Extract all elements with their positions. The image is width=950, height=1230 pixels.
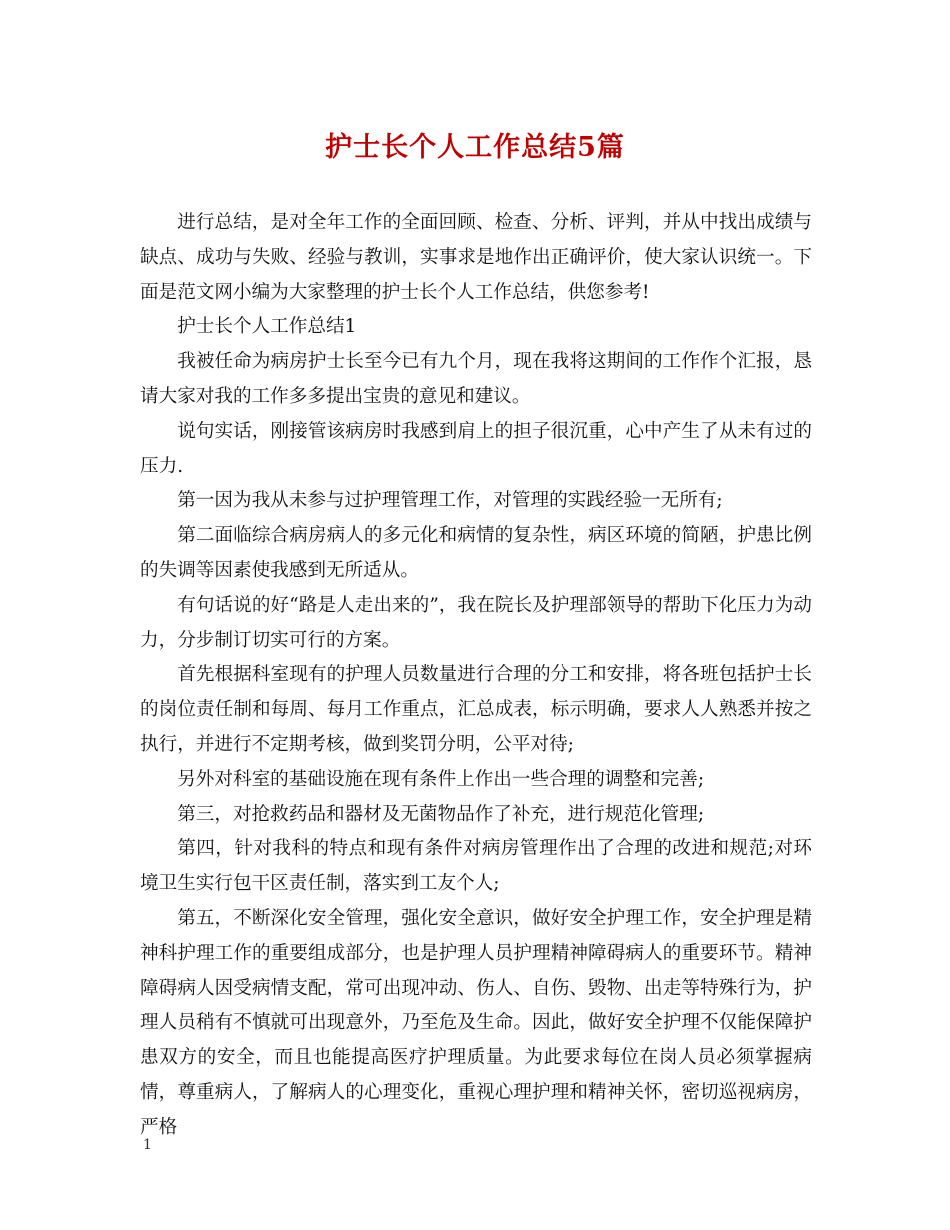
page-title: 护士长个人工作总结5篇 bbox=[325, 132, 625, 163]
paragraph: 第二面临综合病房病人的多元化和病情的复杂性，病区环境的简陋，护患比例的失调等因素使我感到无所适从。 bbox=[140, 525, 812, 581]
paragraph: 第五，不断深化安全管理，强化安全意识，做好安全护理工作，安全护理是精神科护理工作的重要组成部分，也是护理人员护理精神障碍病人的重要环节。精神障碍病人因受病情支配，常可出现冲动、伤人、自伤、毁物、出走等特殊行为，护理人员稍有不慎就可出现意外，乃至危及生命。因此，做好安全护理不仅能保障护患双方的安全，而且也能提高医疗护理质量。为此要求每位在岗人员必须掌握病情，尊重病人，了解病人的心理变化，重视心理护理和精神关怀，密切巡视病房，严格 bbox=[140, 907, 812, 1138]
paragraph: 第三，对抢救药品和器材及无菌物品作了补充，进行规范化管理; bbox=[177, 803, 705, 825]
paragraph: 说句实话，刚接管该病房时我感到肩上的担子很沉重，心中产生了从未有过的压力. bbox=[140, 420, 812, 477]
paragraph: 进行总结，是对全年工作的全面回顾、检查、分析、评判，并从中找出成绩与缺点、成功与失败、经验与教训，实事求是地作出正确评价，使大家认识统一。下面是范文网小编为大家整理的护士长个人工作总结，供您参考! bbox=[140, 212, 812, 303]
paragraph: 第一因为我从未参与过护理管理工作，对管理的实践经验一无所有; bbox=[177, 490, 723, 512]
paragraph: 首先根据科室现有的护理人员数量进行合理的分工和安排，将各班包括护士长的岗位责任制和每周、每月工作重点，汇总成表，标示明确，要求人人熟悉并按之执行，并进行不定期考核，做到奖罚分明，公平对待; bbox=[140, 664, 812, 755]
paragraph: 我被任命为病房护士长至今已有九个月，现在我将这期间的工作作个汇报，恳请大家对我的工作多多提出宝贵的意见和建议。 bbox=[140, 351, 812, 407]
page-number: 1 bbox=[143, 1137, 152, 1153]
paragraph: 第四，针对我科的特点和现有条件对病房管理作出了合理的改进和规范;对环境卫生实行包干区责任制，落实到工友个人; bbox=[140, 838, 812, 895]
paragraph: 有句话说的好“路是人走出来的”，我在院长及护理部领导的帮助下化压力为动力，分步制订切实可行的方案。 bbox=[140, 594, 812, 651]
section-heading: 护士长个人工作总结1 bbox=[177, 316, 357, 338]
paragraph: 另外对科室的基础设施在现有条件上作出一些合理的调整和完善; bbox=[177, 768, 705, 790]
document-body bbox=[140, 206, 812, 1146]
